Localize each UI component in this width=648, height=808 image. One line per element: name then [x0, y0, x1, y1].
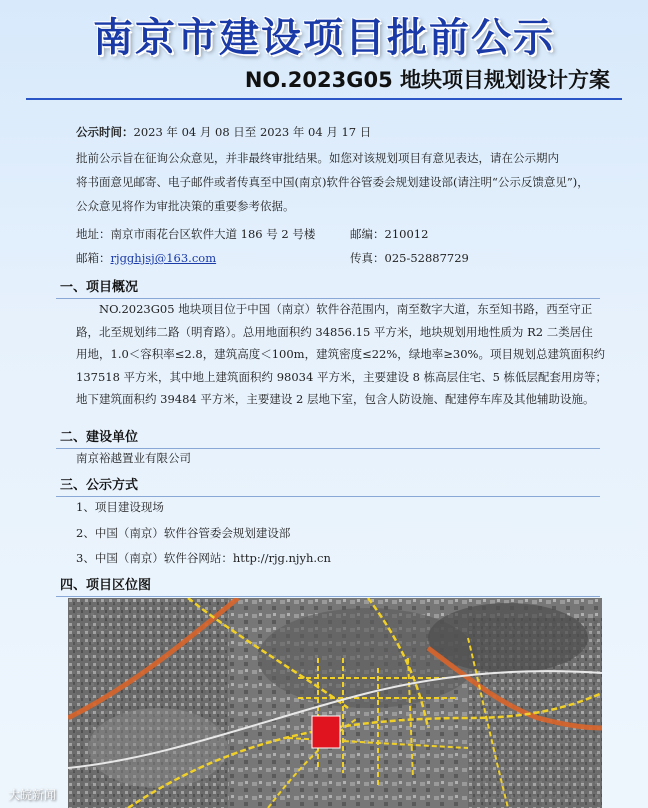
time-value: 2023 年 04 月 08 日至 2023 年 04 月 17 日: [133, 125, 372, 139]
overview-paragraph: [76, 298, 622, 411]
postcode-value: 210012: [384, 227, 429, 241]
section-overview-title: 一、项目概况: [60, 276, 600, 295]
section-builder-title: 二、建设单位: [60, 426, 600, 445]
email-label: 邮箱：: [76, 251, 111, 265]
address-label: 地址：: [76, 227, 111, 241]
purpose-line-3: 公众意见将作为审批决策的重要参考依据。: [76, 199, 295, 213]
location-map: [68, 598, 602, 808]
email-row: [76, 248, 216, 269]
notice-time: [76, 122, 371, 143]
overview-line-4: 137518 平方米，其中地上建筑面积约 98034 平方米，主要建设 8 栋高层住宅、5 栋低层配套用房等；: [76, 369, 608, 384]
purpose-line-1: 批前公示旨在征询公众意见，并非最终审批结果。如您对该规划项目有意见表达，请在公示期内: [76, 151, 559, 165]
method-item-3: 3、中国（南京）软件谷网站：http://rjg.njyh.cn: [76, 551, 331, 565]
method-item-1: 1、项目建设现场: [76, 500, 164, 514]
fax-label: 传真：: [350, 251, 385, 265]
watermark-logo: 大皖新闻: [8, 788, 57, 802]
subtitle: NO.2023G05 地块项目规划设计方案: [244, 68, 610, 92]
main-title: 南京市建设项目批前公示: [93, 15, 555, 61]
postcode-label: 邮编：: [350, 227, 385, 241]
time-label: 公示时间：: [76, 125, 134, 139]
method-item-2: 2、中国（南京）软件谷管委会规划建设部: [76, 526, 291, 540]
address-row: [76, 224, 315, 245]
title-divider: [26, 98, 622, 100]
overview-line-3: 用地，1.0＜容积率≤2.8，建筑高度＜100m，建筑密度≤22%，绿地率≥30%。项目规划总建筑面积约: [76, 347, 605, 361]
overview-line-2: 路，北至规划纬二路（明育路）。总用地面积约 34856.15 平方米，地块规划用地性质为 R2 二类居住: [76, 324, 593, 339]
postcode-row: [350, 224, 428, 245]
section-location-title: 四、项目区位图: [60, 574, 600, 593]
email-link[interactable]: rjgghjsj@163.com: [110, 251, 217, 265]
fax-value: 025-52887729: [384, 251, 469, 265]
address-value: 南京市雨花台区软件大道 186 号 2 号楼: [110, 227, 316, 241]
builder-value: 南京裕越置业有限公司: [76, 451, 191, 465]
section-method-title: 三、公示方式: [60, 474, 600, 493]
overview-line-1: NO.2023G05 地块项目位于中国（南京）软件谷范围内，南至数字大道，东至知书路，西至守正: [99, 302, 593, 316]
fax-row: [350, 248, 469, 269]
overview-line-5: 地下建筑面积约 39484 平方米，主要建设 2 层地下室，包含人防设施、配建停车库及其他辅助设施。: [76, 392, 595, 406]
purpose-line-2: 将书面意见邮寄、电子邮件或者传真至中国(南京)软件谷管委会规划建设部(请注明“公示反馈意见”)，: [76, 175, 589, 189]
